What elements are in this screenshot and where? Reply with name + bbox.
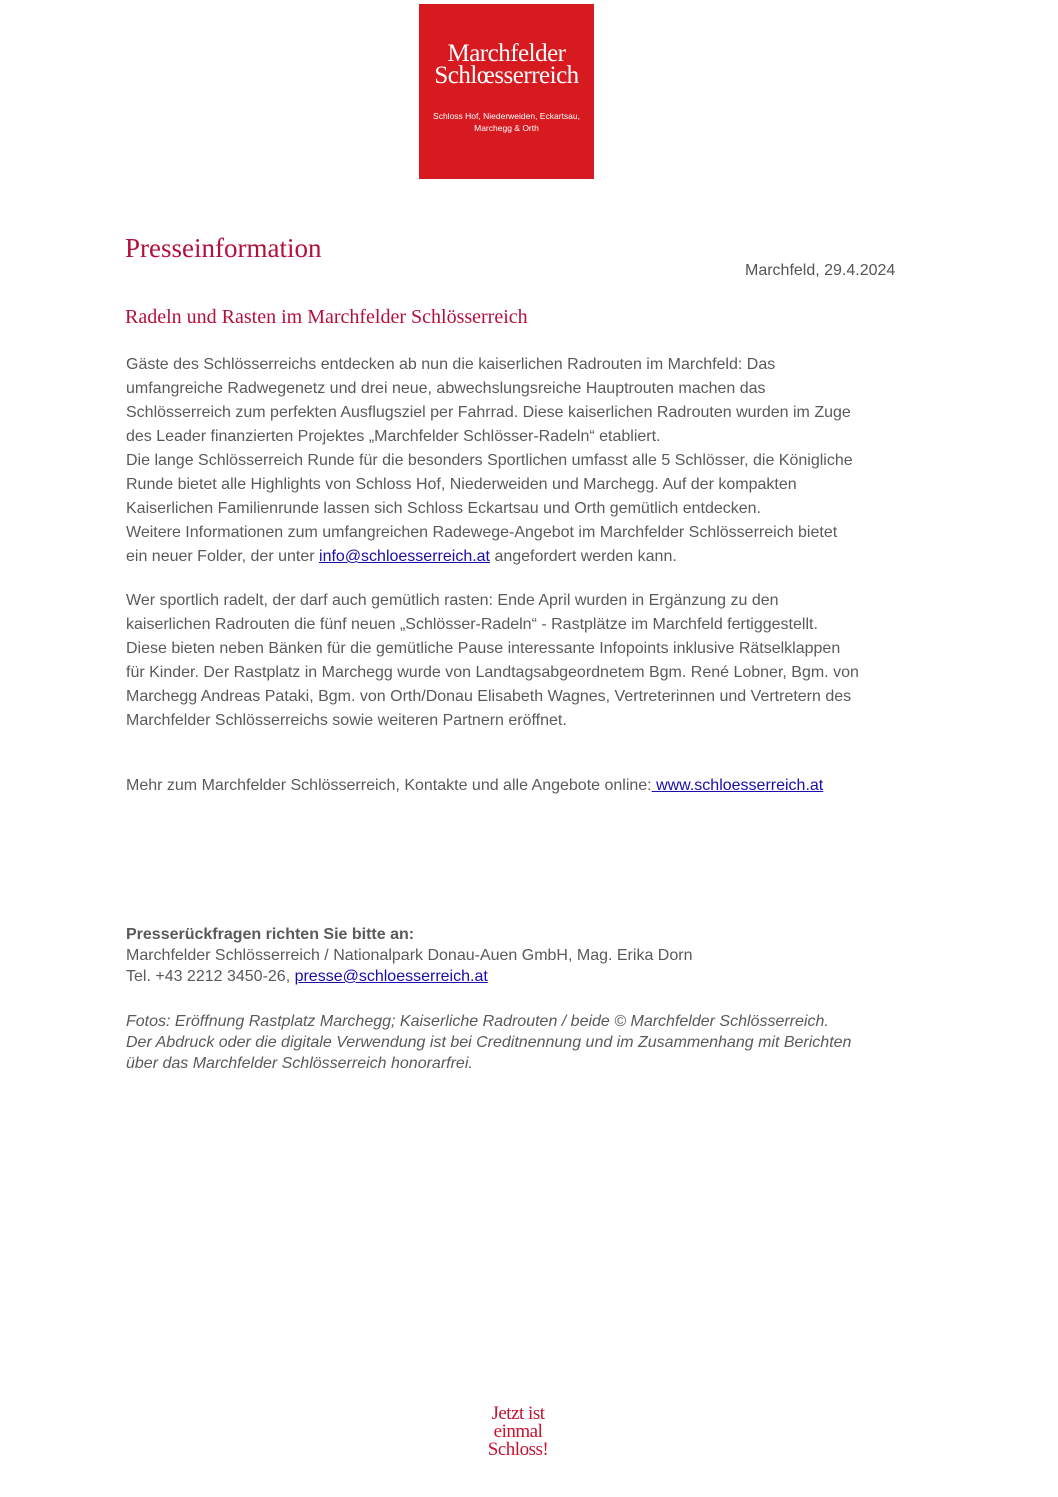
text-line: Wer sportlich radelt, der darf auch gemütlich rasten: Ende April wurden in Ergänzung zu den	[126, 592, 779, 609]
press-date: Marchfeld, 29.4.2024	[745, 262, 896, 279]
logo-sub-line-2: Marchegg & Orth	[474, 123, 539, 133]
contact-phone-line	[126, 966, 956, 987]
contact-phone: Tel. +43 2212 3450-26,	[126, 968, 295, 985]
text-line: kaiserlichen Radrouten die fünf neuen „Schlösser-Radeln“ - Rastplätze im Marchfeld fertiggestellt.	[126, 616, 818, 633]
text-line	[126, 545, 956, 569]
page-title: Presseinformation	[125, 233, 322, 263]
more-info-text: Mehr zum Marchfelder Schlösserreich, Kontakte und alle Angebote online:	[126, 777, 652, 794]
text-line: Marchegg Andreas Pataki, Bgm. von Orth/Donau Elisabeth Wagnes, Vertreterinnen und Vertretern des	[126, 688, 852, 705]
slogan-line: Schloss!	[487, 1439, 549, 1460]
press-email-link[interactable]: presse@schloesserreich.at	[294, 968, 488, 985]
text-fragment: ein neuer Folder, der unter	[126, 548, 320, 565]
text-line: umfangreiche Radwegenetz und drei neue, abwechslungsreiche Hauptrouten machen das	[126, 380, 766, 397]
text-fragment: angefordert werden kann.	[490, 548, 677, 565]
text-line: Die lange Schlösserreich Runde für die besonders Sportlichen umfasst alle 5 Schlösser, die Königliche	[126, 452, 853, 469]
footer-slogan	[473, 1405, 563, 1459]
logo-line-2: Schlœsserreich	[434, 62, 579, 89]
more-info-line	[126, 774, 956, 798]
brand-logo	[419, 4, 594, 179]
text-line: Diese bieten neben Bänken für die gemütliche Pause interessante Infopoints inklusive Rätselklappen	[126, 640, 841, 657]
text-line: Weitere Informationen zum umfangreichen Radewege-Angebot im Marchfelder Schlösserreich bietet	[126, 524, 838, 541]
website-link[interactable]: www.schloesserreich.at	[651, 777, 824, 794]
press-contact	[126, 924, 956, 987]
text-line: Marchfelder Schlösserreichs sowie weiteren Partnern eröffnet.	[126, 712, 567, 729]
text-line: des Leader finanzierten Projektes „Marchfelder Schlösser-Radeln“ etabliert.	[126, 428, 661, 445]
logo-subtitle	[425, 110, 588, 134]
logo-line-1: Marchfelder	[447, 40, 566, 67]
slogan-line: Jetzt ist	[491, 1403, 545, 1424]
text-line: Gäste des Schlösserreichs entdecken ab nun die kaiserlichen Radrouten im Marchfeld: Das	[126, 356, 776, 373]
contact-heading: Presserückfragen richten Sie bitte an:	[126, 926, 415, 943]
slogan-line: einmal	[493, 1421, 543, 1442]
logo-sub-line-1: Schloss Hof, Niederweiden, Eckartsau,	[433, 111, 580, 121]
info-email-link[interactable]: info@schloesserreich.at	[319, 548, 490, 565]
photo-credit-line: über das Marchfelder Schlösserreich honorarfrei.	[126, 1055, 473, 1072]
photo-credit-line: Der Abdruck oder die digitale Verwendung ist bei Creditnennung und im Zusammenhang mit Berichten	[126, 1034, 852, 1051]
photo-credit-line: Fotos: Eröffnung Rastplatz Marchegg; Kaiserliche Radrouten / beide © Marchfelder Schlösserreich.	[126, 1013, 829, 1030]
photo-credits	[126, 1011, 956, 1074]
article-paragraph-1	[126, 353, 956, 569]
text-line: Schlösserreich zum perfekten Ausflugsziel per Fahrrad. Diese kaiserlichen Radrouten wurden im Zuge	[126, 404, 851, 421]
article-headline: Radeln und Rasten im Marchfelder Schlösserreich	[125, 306, 528, 328]
text-line: Runde bietet alle Highlights von Schloss Hof, Niederweiden und Marchegg. Auf der kompakten	[126, 476, 797, 493]
contact-organization: Marchfelder Schlösserreich / Nationalpark Donau-Auen GmbH, Mag. Erika Dorn	[126, 947, 693, 964]
article-paragraph-2	[126, 589, 956, 733]
text-line: für Kinder. Der Rastplatz in Marchegg wurde von Landtagsabgeordnetem Bgm. René Lobner, Bgm. von	[126, 664, 859, 681]
text-line: Kaiserlichen Familienrunde lassen sich Schloss Eckartsau und Orth gemütlich entdecken.	[126, 500, 761, 517]
